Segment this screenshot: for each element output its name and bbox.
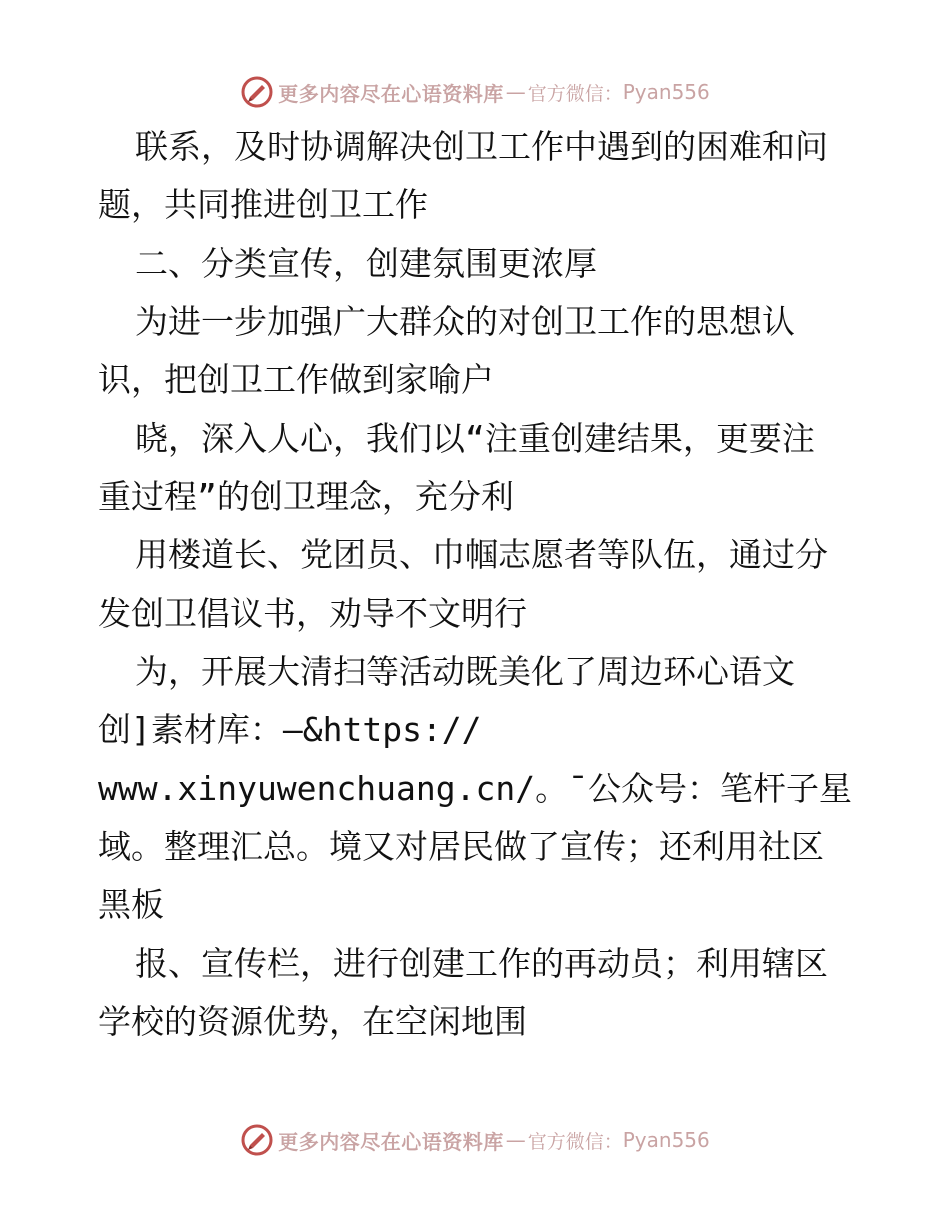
banner-official-label: 官方微信： (527, 1130, 623, 1153)
body-line-12: www.xinyuwenchuang.cn/。¯公众号：笔杆子星 (98, 769, 852, 808)
banner-separator: — (505, 1128, 526, 1152)
body-line-9: 发创卫倡议书，劝导不文明行 (98, 594, 527, 633)
body-line-6: 晓，深入人心，我们以“注重创建结果，更要注 (135, 419, 815, 458)
body-line-15: 报、宣传栏，进行创建工作的再动员；利用辖区 (135, 944, 828, 983)
body-line-8: 用楼道长、党团员、巾帼志愿者等队伍，通过分 (135, 535, 828, 574)
banner-official-label: 官方微信： (527, 82, 623, 105)
body-line-16: 学校的资源优势，在空闲地围 (98, 1002, 527, 1041)
body-line-10: 为，开展大清扫等活动既美化了周边环心语文 (135, 652, 795, 691)
body-line-11: 创]素材库：—&https:// (98, 710, 482, 749)
banner-text: 更多内容尽在心语资料库 (278, 1129, 504, 1154)
pen-logo-icon (240, 75, 274, 109)
body-line-13: 域。整理汇总。境又对居民做了宣传；还利用社区 (98, 827, 824, 866)
header-banner (0, 72, 950, 112)
body-line-5: 识，把创卫工作做到家喻户 (98, 360, 494, 399)
banner-wechat-id: Pyan556 (622, 80, 710, 104)
body-line-2: 题，共同推进创卫工作 (98, 185, 428, 224)
banner-wechat-id: Pyan556 (622, 1128, 710, 1152)
body-line-14: 黑板 (98, 885, 164, 924)
body-line-3: 二、分类宣传，创建氛围更浓厚 (135, 244, 597, 283)
body-line-4: 为进一步加强广大群众的对创卫工作的思想认 (135, 302, 795, 341)
body-line-1: 联系，及时协调解决创卫工作中遇到的困难和问 (135, 127, 828, 166)
banner-text: 更多内容尽在心语资料库 (278, 81, 504, 106)
body-line-7: 重过程”的创卫理念，充分利 (98, 477, 514, 516)
footer-banner (0, 1120, 950, 1160)
pen-logo-icon (240, 1123, 274, 1157)
banner-separator: — (505, 80, 526, 104)
